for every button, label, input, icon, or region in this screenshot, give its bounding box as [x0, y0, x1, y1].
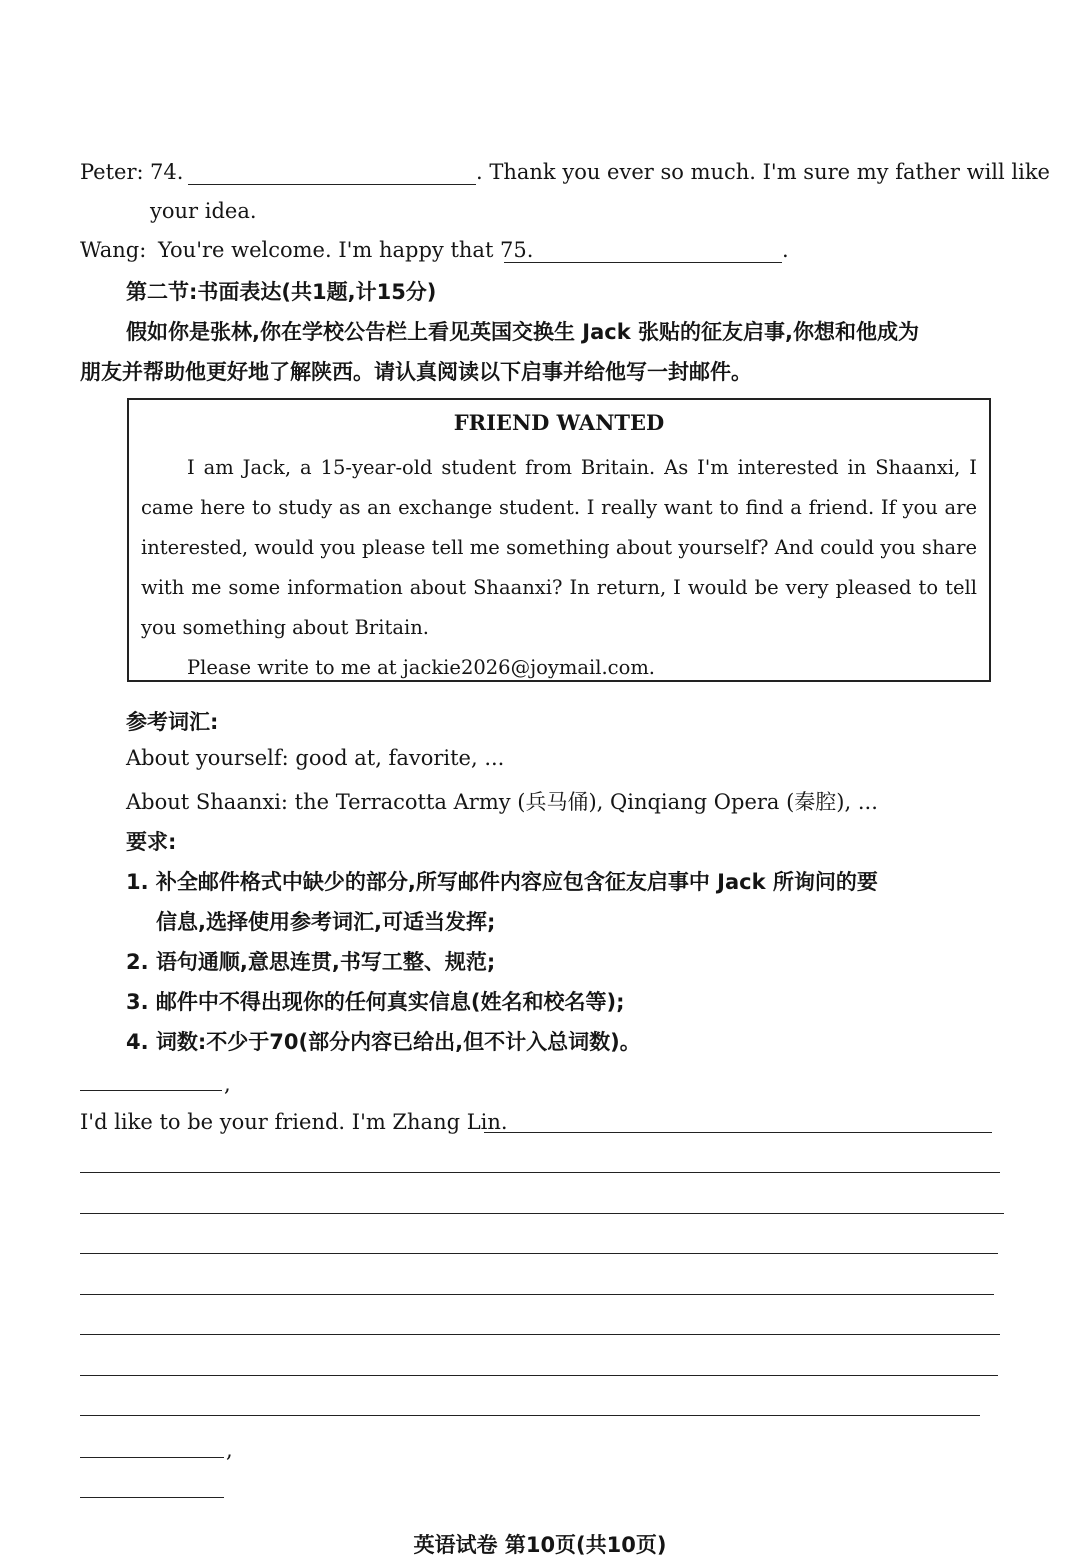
friend-wanted-notice [127, 398, 991, 682]
writing-line[interactable] [80, 1334, 1000, 1335]
peter-speaker: Peter: [80, 160, 144, 184]
vocab-heading: 参考词汇: [126, 710, 219, 734]
requirement-3: 3. 邮件中不得出现你的任何真实信息(姓名和校名等); [126, 990, 625, 1014]
writing-line[interactable] [80, 1415, 980, 1416]
wang-speaker: Wang: [80, 238, 147, 262]
notice-title: FRIEND WANTED [453, 410, 665, 435]
writing-line[interactable] [80, 1253, 998, 1254]
peter-line-text: . Thank you ever so much. I'm sure my father will like [476, 160, 1050, 184]
page-footer: 英语试卷 第10页(共10页) [413, 1533, 667, 1557]
requirement-1-continued: 信息,选择使用参考词汇,可适当发挥; [156, 910, 496, 934]
vocab-line-yourself: About yourself: good at, favorite, ... [126, 746, 505, 770]
closing-comma: , [226, 1438, 233, 1462]
task-intro-line-2: 朋友并帮助他更好地了解陕西。请认真阅读以下启事并给他写一封邮件。 [80, 360, 752, 384]
vocab-line-shaanxi: About Shaanxi: the Terracotta Army (兵马俑), Qinqiang Opera (秦腔), ... [126, 790, 878, 814]
notice-contact: Please write to me at jackie2026@joymail.com. [187, 656, 656, 679]
requirement-2: 2. 语句通顺,意思连贯,书写工整、规范; [126, 950, 496, 974]
greeting-blank[interactable] [80, 1090, 222, 1091]
notice-paragraph: I am Jack, a 15-year-old student from Britain. As I'm interested in Shaanxi, I came here to study as an exchange student. I really want to find a friend. If you are interested, would you please tell me something about yourself? And could you share with me some information about Shaanxi? In return, I would be very pleased to tell you something about Britain. [141, 456, 977, 639]
greeting-comma: , [224, 1072, 231, 1096]
writing-line[interactable] [484, 1132, 992, 1133]
peter-line-continued: your idea. [150, 199, 257, 223]
notice-body [141, 448, 977, 688]
requirement-1: 1. 补全邮件格式中缺少的部分,所写邮件内容应包含征友启事中 Jack 所询问的要 [126, 870, 878, 894]
letter-first-line: I'd like to be your friend. I'm Zhang Lin. [80, 1110, 508, 1134]
writing-line[interactable] [80, 1213, 1004, 1214]
writing-line[interactable] [80, 1375, 998, 1376]
closing-blank[interactable] [80, 1457, 224, 1458]
signature-blank[interactable] [80, 1497, 224, 1498]
question-74-number: 74. [150, 160, 184, 184]
task-intro-line-1: 假如你是张林,你在学校公告栏上看见英国交换生 Jack 张贴的征友启事,你想和他成为 [126, 320, 919, 344]
writing-line[interactable] [80, 1172, 1000, 1173]
requirements-heading: 要求: [126, 830, 177, 854]
section-heading: 第二节:书面表达(共1题,计15分) [126, 280, 437, 304]
answer-blank-74[interactable] [188, 184, 476, 185]
wang-line-end: . [782, 238, 789, 262]
answer-blank-75[interactable] [504, 262, 782, 263]
wang-line-text: You're welcome. I'm happy that 75. [158, 238, 534, 262]
writing-line[interactable] [80, 1294, 994, 1295]
requirement-4: 4. 词数:不少于70(部分内容已给出,但不计入总词数)。 [126, 1030, 641, 1054]
